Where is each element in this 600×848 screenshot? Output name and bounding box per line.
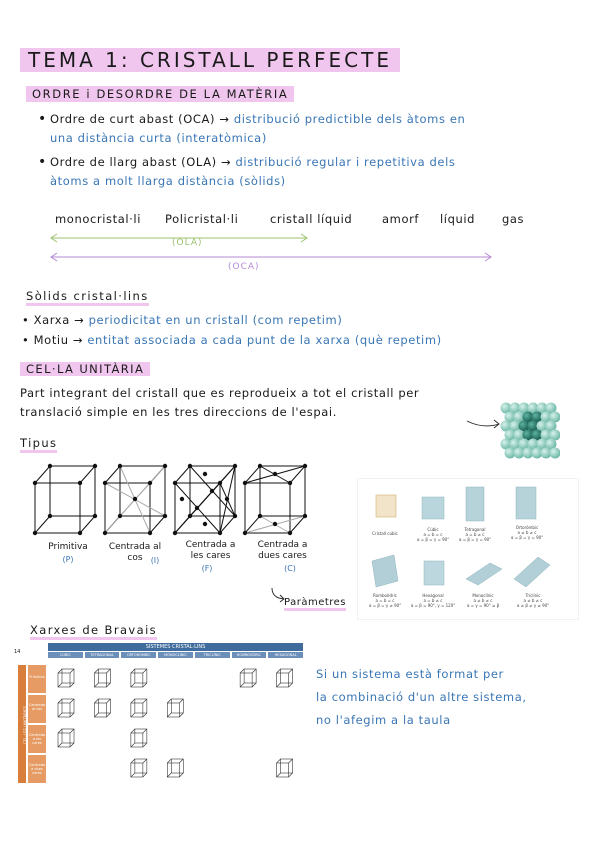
state-3: amorf: [382, 212, 420, 226]
system-name-4: Romboèdric: [373, 593, 397, 598]
lattice-point: [103, 481, 107, 485]
table-col-3: MONOCLÍNIC: [158, 652, 193, 658]
lattice-point: [173, 531, 177, 535]
xarxa-definition: periodicitat en un cristall (com repetim): [88, 313, 343, 327]
lattice-point: [48, 464, 52, 468]
system-name-5: Hexagonal: [422, 593, 444, 598]
system-p2-3: α = β = γ = 90°: [510, 535, 544, 540]
oca-definition: distribució predictible dels àtoms en: [233, 112, 466, 126]
table-side-label: CEL·LES UNITÀRIES: [23, 705, 28, 745]
bravais-cell: [94, 699, 110, 717]
bravais-cell: [131, 669, 147, 687]
lattice-point: [180, 497, 184, 501]
lattice-point: [303, 464, 307, 468]
lattice-point: [218, 481, 222, 485]
system-name-1: Cúbic: [427, 527, 439, 532]
bravais-cell: [167, 699, 183, 717]
state-4: líquid: [440, 212, 476, 226]
lattice-point: [218, 531, 222, 535]
lattice-point: [33, 531, 37, 535]
lattice-point: [188, 514, 192, 518]
table-row-label-3: Centrada a dues cares: [28, 755, 46, 783]
system-p2-2: α = β = γ = 90°: [458, 537, 492, 542]
bullet-dot: •: [38, 111, 47, 127]
system-p1-3: a ≠ b ≠ c: [517, 530, 537, 535]
system-p2-4: α = β = γ ≠ 90°: [368, 603, 402, 608]
lattice-point: [173, 481, 177, 485]
cell-type-name-3: Centrada a dues cares: [257, 540, 308, 561]
lattice-point: [118, 464, 122, 468]
system-p1-5: a = b ≠ c: [423, 598, 443, 603]
lattice-point: [93, 464, 97, 468]
note-line-3: no l'afegim a la taula: [316, 713, 451, 727]
state-0: monocristal·li: [55, 212, 141, 226]
bullet-dot: •: [22, 333, 30, 347]
system-p2-5: α = β = 90°, γ = 120°: [410, 603, 456, 608]
section-heading-bravais: Xarxes de Bravais: [30, 623, 157, 640]
table-col-0: CÚBIC: [48, 652, 83, 658]
ola-definition: distribució regular i repetitiva dels: [235, 155, 456, 169]
lattice-point: [188, 464, 192, 468]
bravais-cell: [277, 759, 293, 777]
lattice-point: [288, 481, 292, 485]
bravais-cell: [94, 669, 110, 687]
cell-type-code-0: (P): [62, 555, 74, 564]
motiu-definition: entitat associada a cada punt de la xarxa (què repetim): [87, 333, 442, 347]
motiu-term: Motiu →: [33, 333, 84, 347]
system-p1-1: a = b = c: [423, 532, 443, 537]
lattice-point: [78, 531, 82, 535]
crystal-lattice-image: [498, 400, 560, 462]
bravais-cell: [167, 759, 183, 777]
bravais-cell: [131, 699, 147, 717]
order-range-arrows: [45, 230, 505, 275]
bravais-cell: [277, 669, 293, 687]
system-p1-7: a ≠ b ≠ c: [523, 598, 543, 603]
lattice-point: [273, 472, 277, 476]
state-5: gas: [502, 212, 525, 226]
bravais-cell: [58, 669, 74, 687]
xarxa-line: [22, 311, 592, 329]
section-heading-cella: CEL·LA UNITÀRIA: [20, 362, 150, 376]
cell-type-name-2: Centrada a les cares: [185, 540, 236, 561]
ola-definition-cont: àtoms a molt llarga distància (sòlids): [50, 174, 286, 188]
cell-type-name-0: Primitiva: [48, 542, 88, 552]
state-1: Policristal·li: [165, 212, 239, 226]
bravais-cell: [240, 669, 256, 687]
table-col-2: ORTORÒMBIC: [121, 652, 156, 658]
section-heading-solids: Sòlids cristal·lins: [26, 289, 149, 306]
lattice-point: [273, 522, 277, 526]
parametres-label: Paràmetres: [284, 597, 346, 611]
system-name-6: Monoclínic: [472, 593, 494, 598]
table-header: SISTEMES CRISTAL·LINS: [48, 643, 303, 651]
system-name-2: Tetragonal: [464, 527, 486, 532]
bravais-cell: [58, 729, 74, 747]
lattice-point: [258, 464, 262, 468]
table-col-4: TRICLÍNIC: [195, 652, 230, 658]
bravais-cell: [58, 699, 74, 717]
table-row-label-0: Primitiva: [28, 665, 46, 693]
table-row-label-1: Centrada al cos: [28, 695, 46, 723]
system-name-3: Ortoròmbic: [515, 525, 539, 530]
oca-definition-cont: una distància curta (interatòmica): [50, 131, 267, 145]
primitive-cell-icon: [35, 466, 95, 533]
table-page-number: 14: [14, 649, 21, 655]
system-p2-1: α = β = γ = 90°: [416, 537, 450, 542]
table-col-5: ROMBOÈDRIC: [232, 652, 267, 658]
system-name-0: Cristall cúbic: [372, 531, 398, 536]
section-heading-ordre: ORDRE i DESORDRE DE LA MATÈRIA: [26, 86, 294, 102]
lattice-point: [48, 514, 52, 518]
page-title: TEMA 1: CRISTALL PERFECTE: [20, 48, 400, 72]
system-name-7: Triclínic: [525, 593, 541, 598]
note-line-1: Si un sistema està format per: [316, 667, 504, 681]
state-2: cristall líquid: [270, 212, 353, 226]
cell-type-code-1: (I): [150, 556, 160, 565]
system-p2-6: α = γ = 90° ≠ β: [466, 603, 500, 608]
lattice-point: [163, 514, 167, 518]
system-p1-2: a = b ≠ c: [465, 532, 485, 537]
lattice-point: [233, 464, 237, 468]
crystal-systems-figure: [357, 478, 579, 620]
bullet-oca-line1: [50, 110, 590, 128]
lattice-point: [195, 506, 199, 510]
system-p1-6: a ≠ b ≠ c: [473, 598, 493, 603]
note-line-2: la combinació d'un altre sistema,: [316, 690, 527, 704]
table-columns: [48, 652, 303, 658]
lattice-point: [133, 497, 137, 501]
lattice-point: [243, 481, 247, 485]
cell-type-code-2: (F): [201, 564, 213, 573]
lattice-point: [118, 514, 122, 518]
lattice-point: [148, 531, 152, 535]
oca-range-label: (OCA): [228, 262, 260, 272]
bullet-ola-line1: [50, 153, 590, 171]
ola-range-label: (OLA): [172, 238, 203, 248]
system-p2-7: α ≠ β ≠ γ ≠ 90°: [516, 603, 550, 608]
bravais-cell: [131, 729, 147, 747]
lattice-point: [33, 481, 37, 485]
bravais-cell: [131, 759, 147, 777]
lattice-point: [258, 514, 262, 518]
system-p1-4: a = b = c: [375, 598, 395, 603]
bravais-table: [10, 643, 305, 788]
motiu-line: [22, 331, 597, 349]
cell-type-name-1: Centrada al cos: [108, 542, 162, 563]
lattice-point: [78, 481, 82, 485]
lattice-point: [303, 514, 307, 518]
lattice-point: [203, 522, 207, 526]
table-col-6: HEXAGONAL: [268, 652, 303, 658]
lattice-point: [288, 531, 292, 535]
cella-definition-1: Part integrant del cristall que es reprodueix a tot el cristall per: [20, 386, 420, 400]
table-row-label-2: Centrada a les cares: [28, 725, 46, 753]
lattice-point: [210, 489, 214, 493]
bullet-dot: •: [38, 154, 47, 170]
lattice-point: [225, 497, 229, 501]
table-col-1: TETRAGONAL: [85, 652, 120, 658]
section-heading-tipus: Tipus: [20, 436, 57, 453]
bravais-lattice-cells: [48, 661, 303, 786]
oca-term: Ordre de curt abast (OCA) →: [50, 112, 230, 126]
lattice-point: [163, 464, 167, 468]
lattice-sphere: [550, 448, 561, 459]
lattice-point: [103, 531, 107, 535]
lattice-point: [203, 472, 207, 476]
unit-cell-types-diagram: [25, 458, 315, 546]
lattice-point: [93, 514, 97, 518]
xarxa-term: Xarxa →: [33, 313, 85, 327]
lattice-point: [148, 481, 152, 485]
ola-term: Ordre de llarg abast (OLA) →: [50, 155, 232, 169]
bullet-dot: •: [22, 313, 30, 327]
lattice-point: [243, 531, 247, 535]
cell-type-code-3: (C): [284, 564, 296, 573]
lattice-point: [233, 514, 237, 518]
cella-definition-2: translació simple en les tres direccions de l'espai.: [20, 405, 337, 419]
